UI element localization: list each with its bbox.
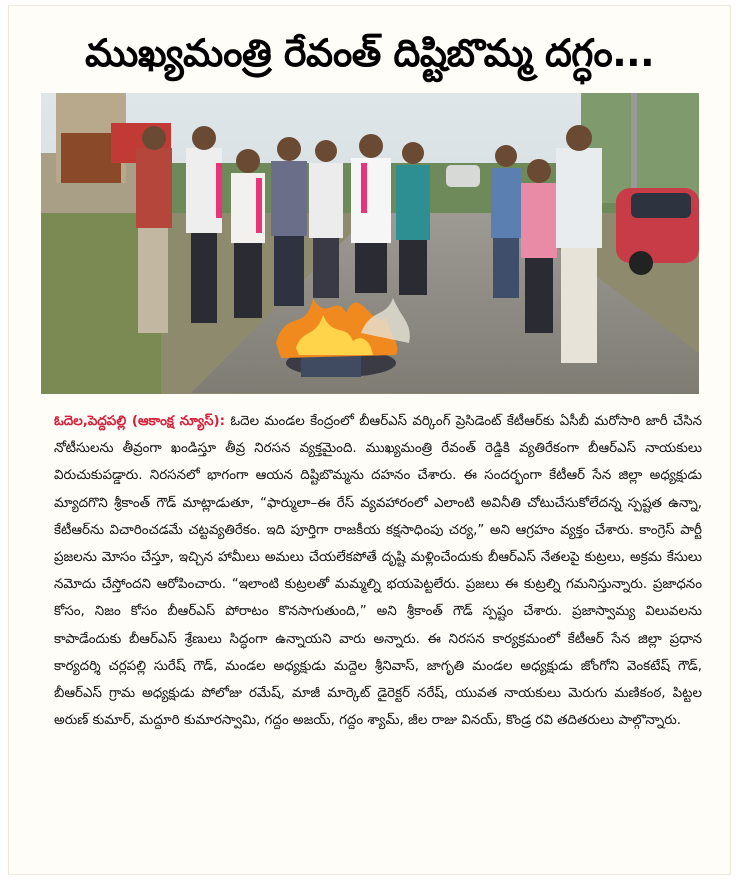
article-text: ఓదెల మండల కేంద్రంలో బీఆర్ఎస్ వర్కింగ్ ప్రెసిడెంట్ కేటీఆర్‌కు ఏసీబీ మరోసారి జారీ చేసిన నోటీసులను తీవ్రంగా ఖండిస్తూ తీవ్ర నిరసన వ్యక్తమైంది. ముఖ్యమంత్రి రేవంత్ రెడ్డికి వ్యతిరేకంగా బీఆర్ఎస్ నాయకులు విరుచుకుపడ్డారు. నిరసనలో భాగంగా ఆయన దిష్టిబొమ్మను దహనం చేశారు. ఈ సందర్భంగా కేటీఆర్ సేన జిల్లా అధ్యక్షుడు మ్యాదగొని శ్రీకాంత్ గౌడ్ మాట్లాడుతూ, “ఫార్ములా–ఈ రేస్ వ్యవహారంలో ఎలాంటి అవినీతి చోటుచేసుకోలేదన్న స్పష్టత ఉన్నా, కేటీఆర్‌ను విచారించడమే చట్టవ్యతిరేకం. ఇది పూర్తిగా రాజకీయ కక్షసాధింపు చర్య,” అని ఆగ్రహం వ్యక్తం చేశారు. కాంగ్రెస్ పార్టీ ప్రజలను మోసం చేస్తూ, ఇచ్చిన హామీలు అమలు చేయలేకపోతే దృష్టి మళ్లించేందుకు బీఆర్ఎస్ నేతలపై కుట్రలు, అక్రమ కేసులు నమోదు చేస్తోందని ఆరోపించారు. “ఇలాంటి కుట్రలతో మమ్మల్ని భయపెట్టలేరు. ప్రజలు ఈ కుట్రల్ని గమనిస్తున్నారు. ప్రజాధనం కోసం, నిజం కోసం బీఆర్ఎస్ పోరాటం కొనసాగుతుంది,” అని శ్రీకాంత్ గౌడ్ స్పష్టం చేశారు. ప్రజాస్వామ్య విలువలను కాపాడేందుకు బీఆర్ఎస్ శ్రేణులు సిద్ధంగా ఉన్నాయని వారు అన్నారు. ఈ నిరసన కార్యక్రమంలో కేటీఆర్ సేన జిల్లా ప్రధాన కార్యదర్శి చర్లపల్లి సురేష్ గౌడ్, మండల అధ్యక్షుడు మద్దెల శ్రీనివాస్, జాగృతి మండల అధ్యక్షుడు జోంగోని వెంకటేష్ గౌడ్, బీఆర్ఎస్ గ్రామ అధ్యక్షుడు పోలోజు రమేష్, మాజీ మార్కెట్ డైరెక్టర్ నరేష్, యువత నాయకులు మెరుగు మణికంఠ, పిట్టల అరుణ్ కుమార్, మద్దూరి కుమారస్వామి, గద్దం అజయ్, గద్దం శ్యామ్, జీల రాజు వినయ్, కొండ్ర రవి తదితరులు పాల్గొన్నారు.: [54, 414, 703, 729]
protest-photo: [41, 93, 699, 394]
article-body: [54, 408, 702, 734]
car-white: [446, 165, 480, 187]
photo-illustration: [41, 93, 699, 394]
dateline: ఓదెల,పెద్దపల్లి (ఆకాంక్ష న్యూస్):: [54, 414, 225, 429]
headline: ముఖ్యమంత్రి రేవంత్ దిష్టిబొమ్మ దగ్ధం...: [84, 31, 655, 75]
news-clipping: [9, 6, 730, 874]
